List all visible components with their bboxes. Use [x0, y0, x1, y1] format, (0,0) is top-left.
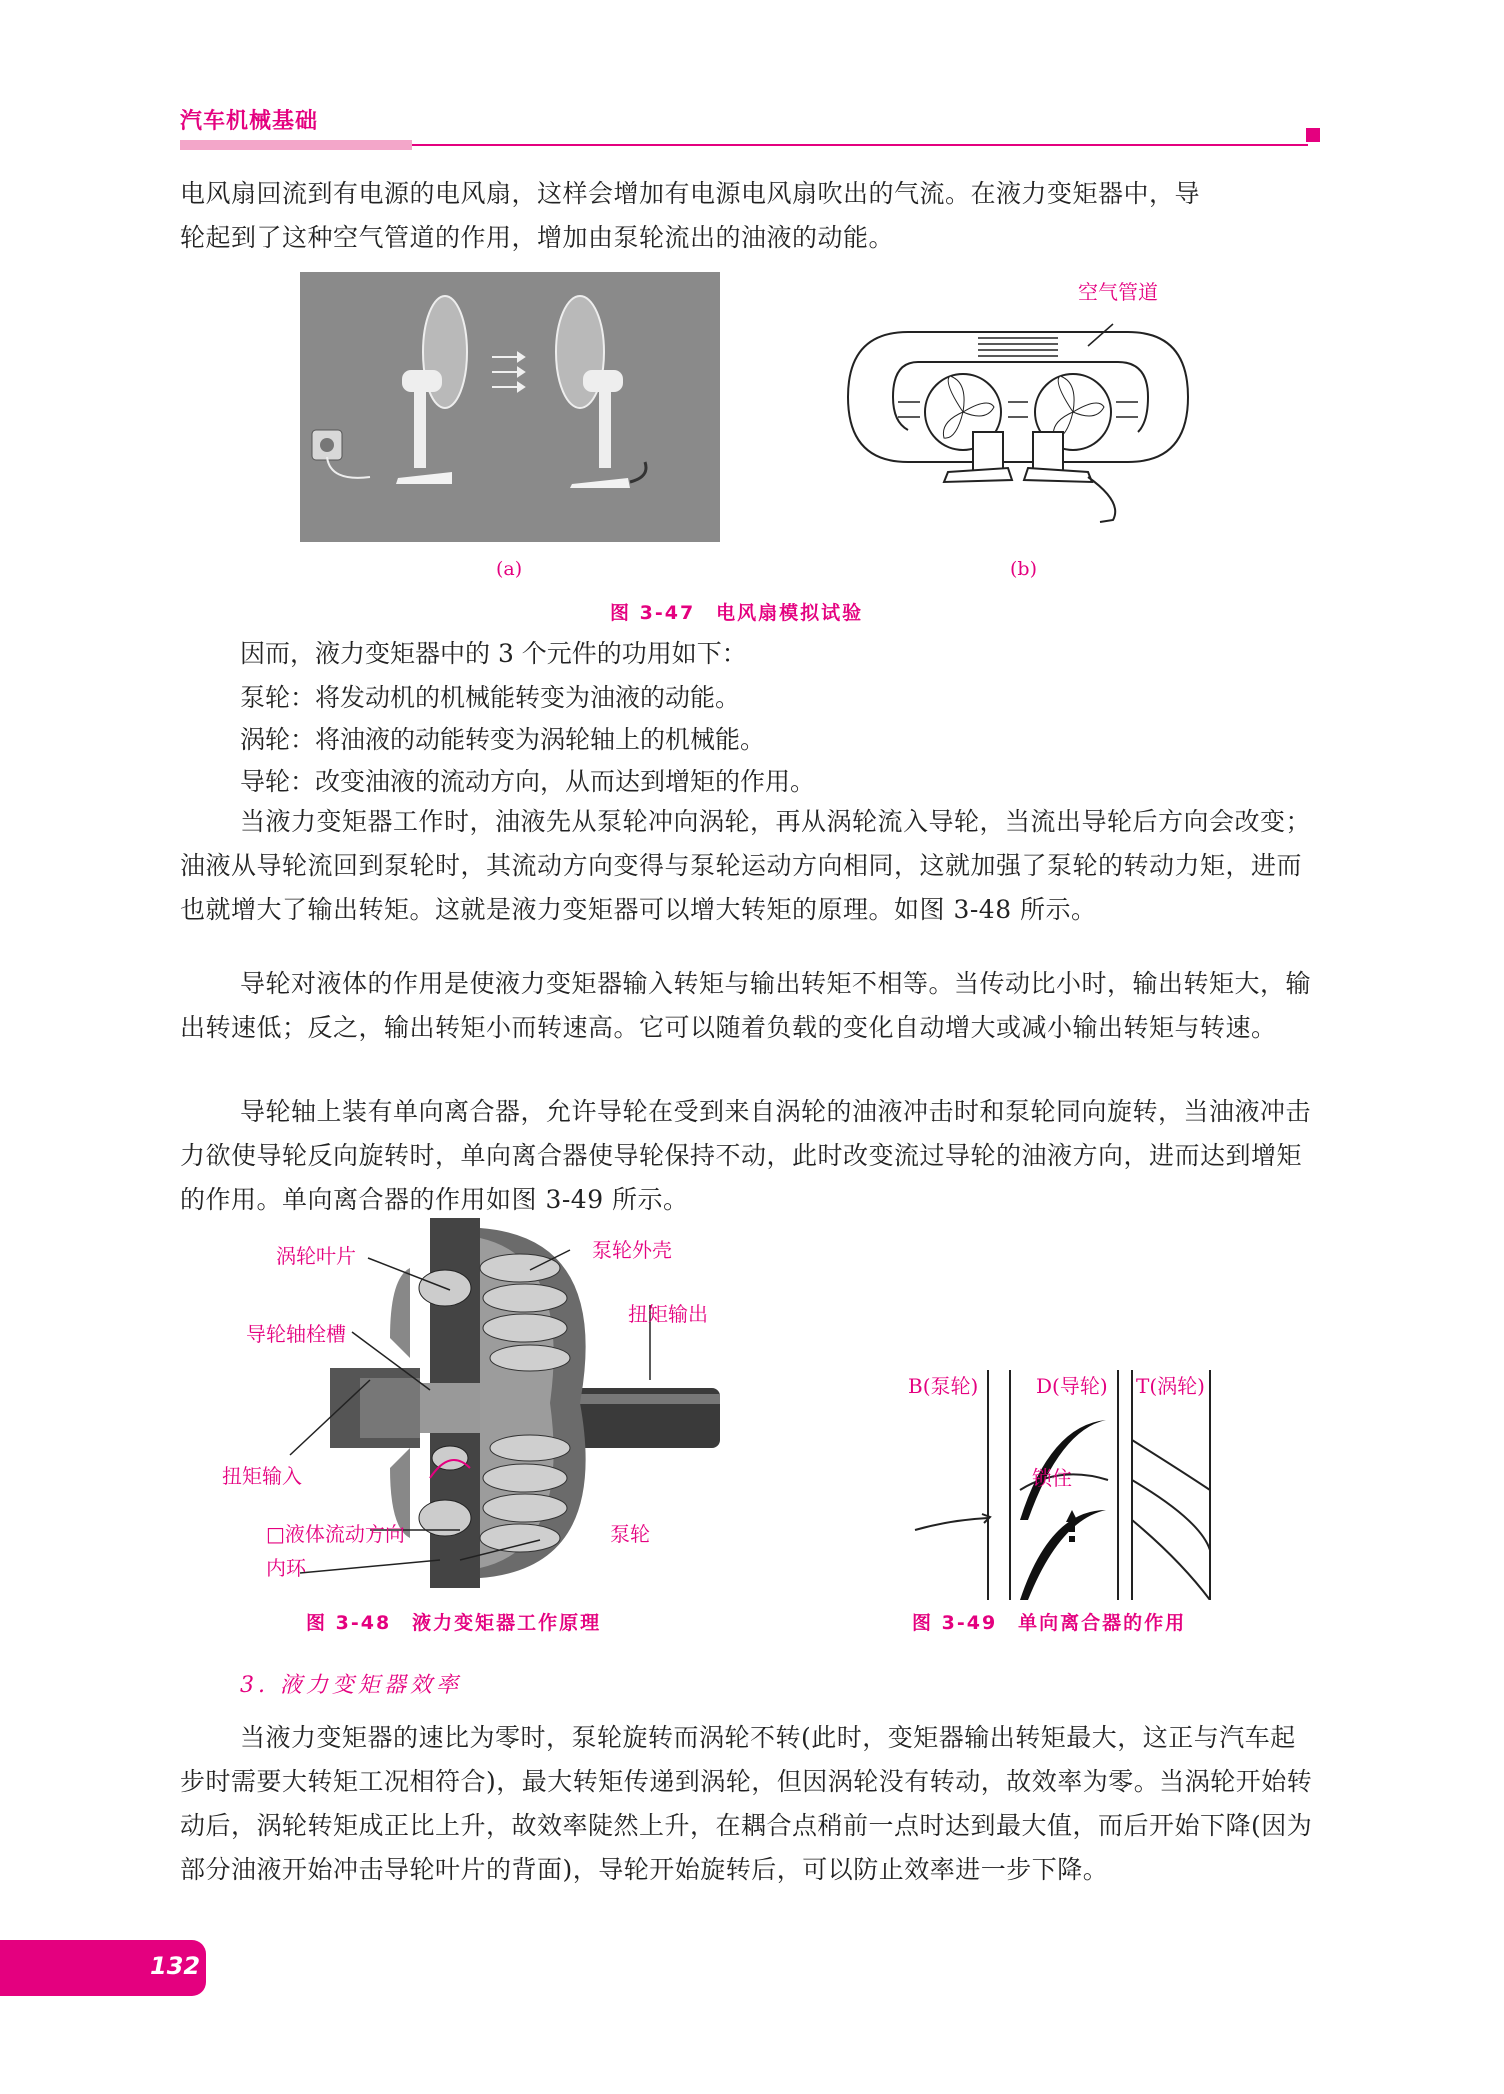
- function-stator: 导轮：改变油液的流动方向，从而达到增矩的作用。: [240, 767, 816, 796]
- intro-line-1: 电风扇回流到有电源的电风扇，这样会增加有电源电风扇吹出的气流。在液力变矩器中，导: [180, 179, 1201, 208]
- subfigure-a-label: (a): [496, 558, 523, 580]
- label-pump: 泵轮: [610, 1522, 650, 1546]
- label-stator-spline: 导轮轴栓槽: [246, 1322, 346, 1346]
- intro-line-2: 轮起到了这种空气管道的作用，增加由泵轮流出的油液的动能。: [180, 223, 895, 252]
- label-b-pump: B(泵轮): [908, 1374, 979, 1398]
- label-flow-direction: □液体流动方向: [266, 1522, 405, 1546]
- paragraph-stator-effect: 导轮对液体的作用是使液力变矩器输入转矩与输出转矩不相等。当传动比小时，输出转矩大，输出转速低；反之，输出转矩小而转速高。它可以随着负载的变化自动增大或减小输出转矩与转速。: [180, 969, 1312, 1042]
- label-inner-ring: 内环: [266, 1556, 306, 1580]
- header-rule: [412, 144, 1308, 146]
- function-turbine: 涡轮：将油液的动能转变为涡轮轴上的机械能。: [240, 725, 766, 754]
- label-turbine-blade: 涡轮叶片: [276, 1244, 356, 1268]
- section-3-heading: 3. 液力变矩器效率: [240, 1673, 462, 1698]
- figure-3-49-caption: 图 3-49 单向离合器的作用: [912, 1612, 1187, 1634]
- paragraph-one-way-clutch: 导轮轴上装有单向离合器，允许导轮在受到来自涡轮的油液冲击时和泵轮同向旋转，当油液冲击力欲使导轮反向旋转时，单向离合器使导轮保持不动，此时改变流过导轮的油液方向，进而达到增矩的作用。单向离合器的作用如图 3-49 所示。: [180, 1097, 1312, 1214]
- running-header-title: 汽车机械基础: [180, 109, 319, 134]
- air-duct-label: 空气管道: [1078, 280, 1158, 304]
- label-lock: 锁住: [1032, 1466, 1072, 1490]
- figure-3-47-caption: 图 3-47 电风扇模拟试验: [610, 602, 864, 624]
- fan-experiment-photo: [300, 272, 720, 542]
- header-corner-mark: [1306, 128, 1320, 142]
- function-pump: 泵轮：将发动机的机械能转变为油液的动能。: [240, 683, 741, 712]
- subfigure-b-label: (b): [1010, 558, 1037, 580]
- label-torque-input: 扭矩输入: [222, 1464, 302, 1488]
- functions-lead: 因而，液力变矩器中的 3 个元件的功用如下：: [240, 639, 747, 668]
- section-3-body: 当液力变矩器的速比为零时，泵轮旋转而涡轮不转(此时，变矩器输出转矩最大，这正与汽车起步时需要大转矩工况相符合)，最大转矩传递到涡轮，但因涡轮没有转动，故效率为零。当涡轮开始转动后，涡轮转矩成正比上升，故效率陡然上升，在耦合点稍前一点时达到最大值，而后开始下降(因为部分油液开始冲击导轮叶片的背面)，导轮开始旋转后，可以防止效率进一步下降。: [180, 1723, 1313, 1884]
- label-d-stator: D(导轮): [1036, 1374, 1108, 1398]
- label-pump-shell: 泵轮外壳: [592, 1238, 672, 1262]
- fan-photo-illustration: [300, 272, 720, 542]
- air-duct-drawing: [838, 272, 1198, 542]
- paragraph-working-principle: 当液力变矩器工作时，油液先从泵轮冲向涡轮，再从涡轮流入导轮，当流出导轮后方向会改变；油液从导轮流回到泵轮时，其流动方向变得与泵轮运动方向相同，这就加强了泵轮的转动力矩，进而也就增大了输出转矩。这就是液力变矩器可以增大转矩的原理。如图 3-48 所示。: [180, 807, 1312, 924]
- header-rule-accent: [180, 140, 412, 150]
- figure-3-48-caption: 图 3-48 液力变矩器工作原理: [306, 1612, 602, 1634]
- label-t-turbine: T(涡轮): [1136, 1374, 1205, 1398]
- page-number: 132: [150, 1952, 201, 1980]
- label-torque-output: 扭矩输出: [628, 1302, 708, 1326]
